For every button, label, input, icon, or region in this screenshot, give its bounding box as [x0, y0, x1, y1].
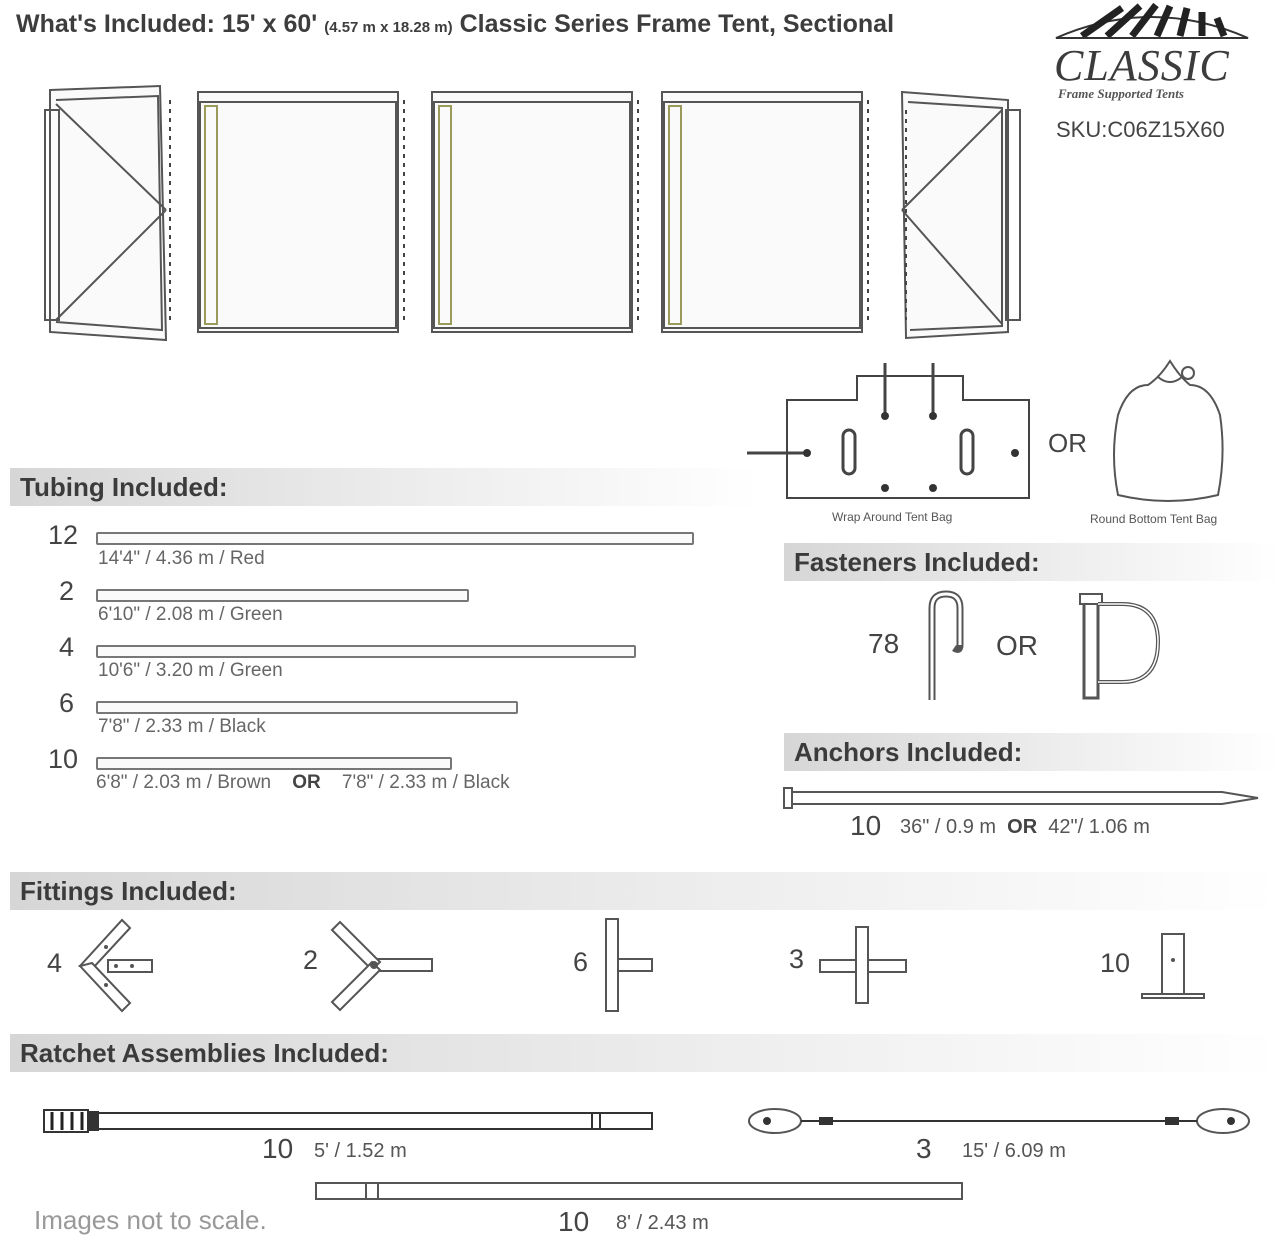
bags-or-label: OR [1048, 428, 1087, 458]
tubing-label: 6'10" / 2.08 m / Green [98, 604, 283, 625]
ratchet-size: 8' / 2.43 m [616, 1212, 709, 1234]
ratchets-heading: Ratchet Assemblies Included: [10, 1034, 1280, 1072]
fittings-heading: Fittings Included: [10, 872, 1280, 910]
y-fitting-icon [326, 920, 436, 1010]
fasteners-or-label: OR [996, 630, 1038, 661]
page-title: What's Included: 15' x 60' (4.57 m x 18.28 m) Classic Series Frame Tent, Sectional [16, 10, 895, 38]
ratchet-strap-icon [42, 1106, 657, 1136]
lynch-pin-icon [1078, 592, 1168, 704]
tube-bar [96, 757, 452, 770]
corner-fitting-icon [72, 915, 162, 1015]
tubing-label: 10'6" / 3.20 m / Green [98, 660, 283, 681]
ratchet-size: 15' / 6.09 m [962, 1140, 1066, 1162]
tube-bar [96, 532, 694, 545]
fasteners-heading: Fasteners Included: [784, 543, 1280, 581]
fitting-qty: 3 [788, 944, 804, 974]
tent-logo-icon [1052, 2, 1252, 42]
tube-bar [96, 589, 469, 602]
ratchet-qty: 10 [262, 1133, 294, 1164]
ratchet-size: 5' / 1.52 m [314, 1140, 407, 1162]
logo-tagline: Frame Supported Tents [1058, 86, 1184, 101]
tubing-label: 7'8" / 2.33 m / Black [98, 716, 266, 737]
wrap-around-bag-icon [745, 358, 1045, 508]
tubing-qty: 10 [47, 744, 78, 774]
ratchet-qty: 10 [558, 1206, 590, 1237]
cable-assembly-icon [745, 1105, 1255, 1139]
fitting-qty: 4 [46, 948, 62, 978]
tubing-heading: Tubing Included: [10, 468, 760, 506]
hook-pin-icon [922, 590, 972, 702]
tent-panels-diagram [40, 80, 1040, 340]
round-bag-caption: Round Bottom Tent Bag [1090, 512, 1218, 526]
sku-label: SKU:C06Z15X60 [1056, 117, 1225, 142]
tubing-label: 6'8" / 2.03 m / Brown OR 7'8" / 2.33 m / Black [96, 772, 510, 793]
fitting-qty: 2 [302, 945, 318, 975]
anchors-size-label: 36" / 0.9 m OR 42"/ 1.06 m [900, 816, 1150, 838]
footnote: Images not to scale. [34, 1205, 267, 1235]
tubing-qty: 4 [58, 632, 74, 662]
tubing-qty: 12 [47, 520, 78, 550]
wrap-bag-caption: Wrap Around Tent Bag [832, 510, 953, 524]
anchors-qty: 10 [850, 810, 882, 841]
fasteners-qty: 78 [868, 628, 900, 659]
fitting-qty: 10 [1099, 948, 1130, 978]
cross-fitting-icon [818, 925, 908, 1005]
anchor-stake-icon [782, 786, 1262, 810]
round-bottom-bag-icon [1108, 355, 1228, 505]
t-fitting-icon [600, 915, 660, 1015]
tubing-qty: 6 [58, 688, 74, 718]
base-plate-icon [1140, 932, 1210, 1002]
tubing-label: 14'4" / 4.36 m / Red [98, 548, 265, 569]
tube-bar [96, 645, 636, 658]
tube-bar [96, 701, 518, 714]
anchors-heading: Anchors Included: [784, 733, 1280, 771]
logo-wordmark: CLASSIC [1054, 41, 1230, 90]
fitting-qty: 6 [572, 947, 588, 977]
strap-icon [314, 1180, 966, 1202]
ratchet-qty: 3 [916, 1133, 932, 1164]
tubing-qty: 2 [58, 576, 74, 606]
